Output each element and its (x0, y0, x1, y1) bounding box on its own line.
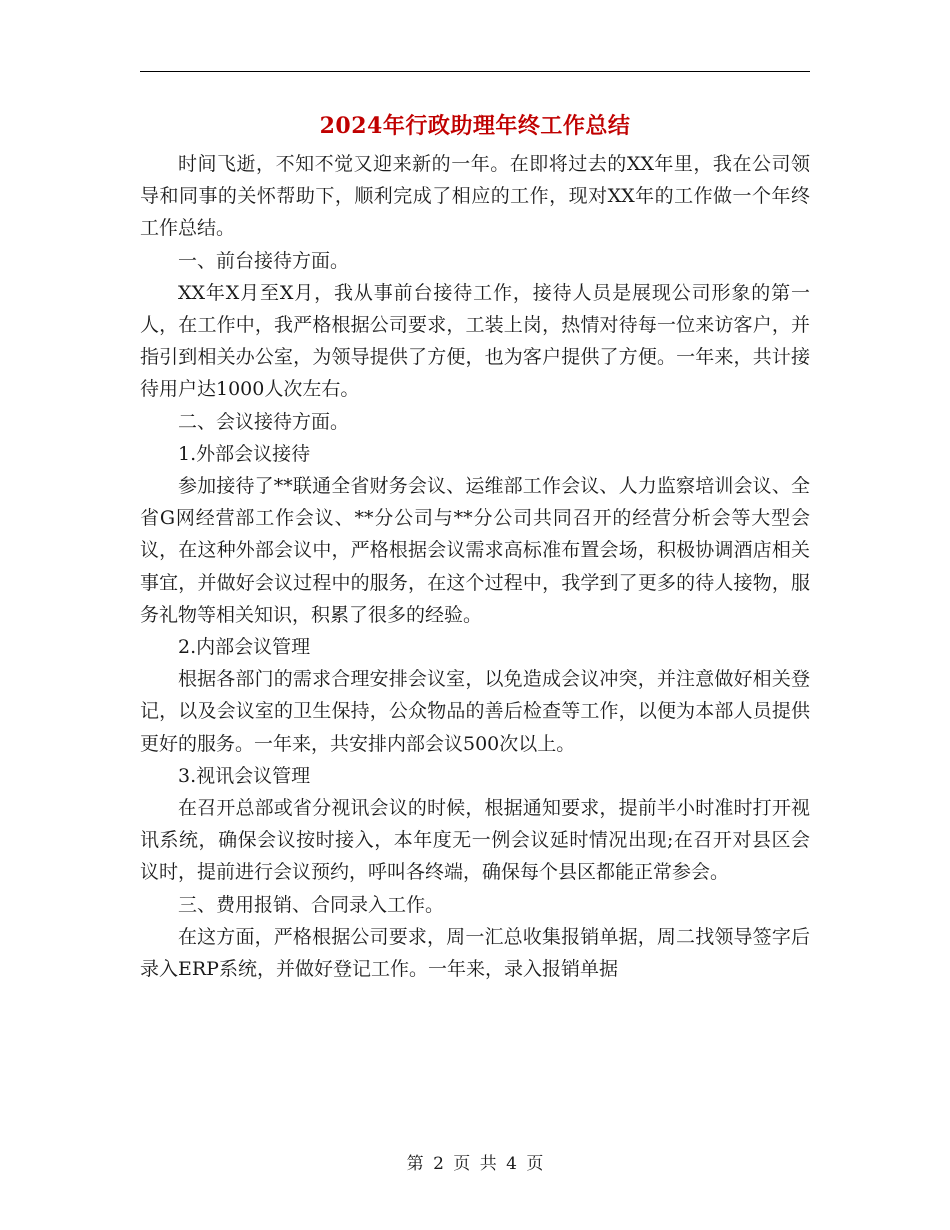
paragraph: 参加接待了**联通全省财务会议、运维部工作会议、人力监察培训会议、全省G网经营部工作会议、**分公司与**分公司共同召开的经营分析会等大型会议，在这种外部会议中，严格根据会议需求高标准布置会场，积极协调酒店相关事宜，并做好会议过程中的服务，在这个过程中，我学到了更多的待人接物，服务礼物等相关知识，积累了很多的经验。 (140, 475, 810, 626)
page-footer: 第 2 页 共 4 页 (406, 1154, 544, 1174)
paragraph: 在这方面，严格根据公司要求，周一汇总收集报销单据，周二找领导签字后录入ERP系统，并做好登记工作。一年来，录入报销单据 (140, 925, 810, 981)
paragraph: 在召开总部或省分视讯会议的时候，根据通知要求，提前半小时准时打开视讯系统，确保会议按时接入，本年度无一例会议延时情况出现;在召开对县区会议时，提前进行会议预约，呼叫各终端，确保每个县区都能正常参会。 (140, 797, 810, 884)
section-heading: 三、费用报销、合同录入工作。 (178, 893, 445, 916)
paragraph: 根据各部门的需求合理安排会议室，以免造成会议冲突，并注意做好相关登记，以及会议室的卫生保持，公众物品的善后检查等工作，以便为本部人员提供更好的服务。一年来，共安排内部会议500次以上。 (140, 668, 810, 755)
document-title: 2024年行政助理年终工作总结 (319, 113, 631, 139)
section-heading: 一、前台接待方面。 (178, 249, 350, 272)
subsection-heading: 1.外部会议接待 (178, 442, 311, 465)
section-heading: 二、会议接待方面。 (178, 410, 350, 433)
document-body (140, 148, 810, 985)
subsection-heading: 3.视讯会议管理 (178, 764, 311, 787)
paragraph: 时间飞逝，不知不觉又迎来新的一年。在即将过去的XX年里，我在公司领导和同事的关怀帮助下，顺利完成了相应的工作，现对XX年的工作做一个年终工作总结。 (140, 153, 810, 240)
subsection-heading: 2.内部会议管理 (178, 636, 311, 659)
paragraph: XX年X月至X月，我从事前台接待工作，接待人员是展现公司形象的第一人，在工作中，我严格根据公司要求，工装上岗，热情对待每一位来访客户，并指引到相关办公室，为领导提供了方便，也为客户提供了方便。一年来，共计接待用户达1000人次左右。 (140, 281, 810, 401)
header-rule (140, 71, 810, 72)
